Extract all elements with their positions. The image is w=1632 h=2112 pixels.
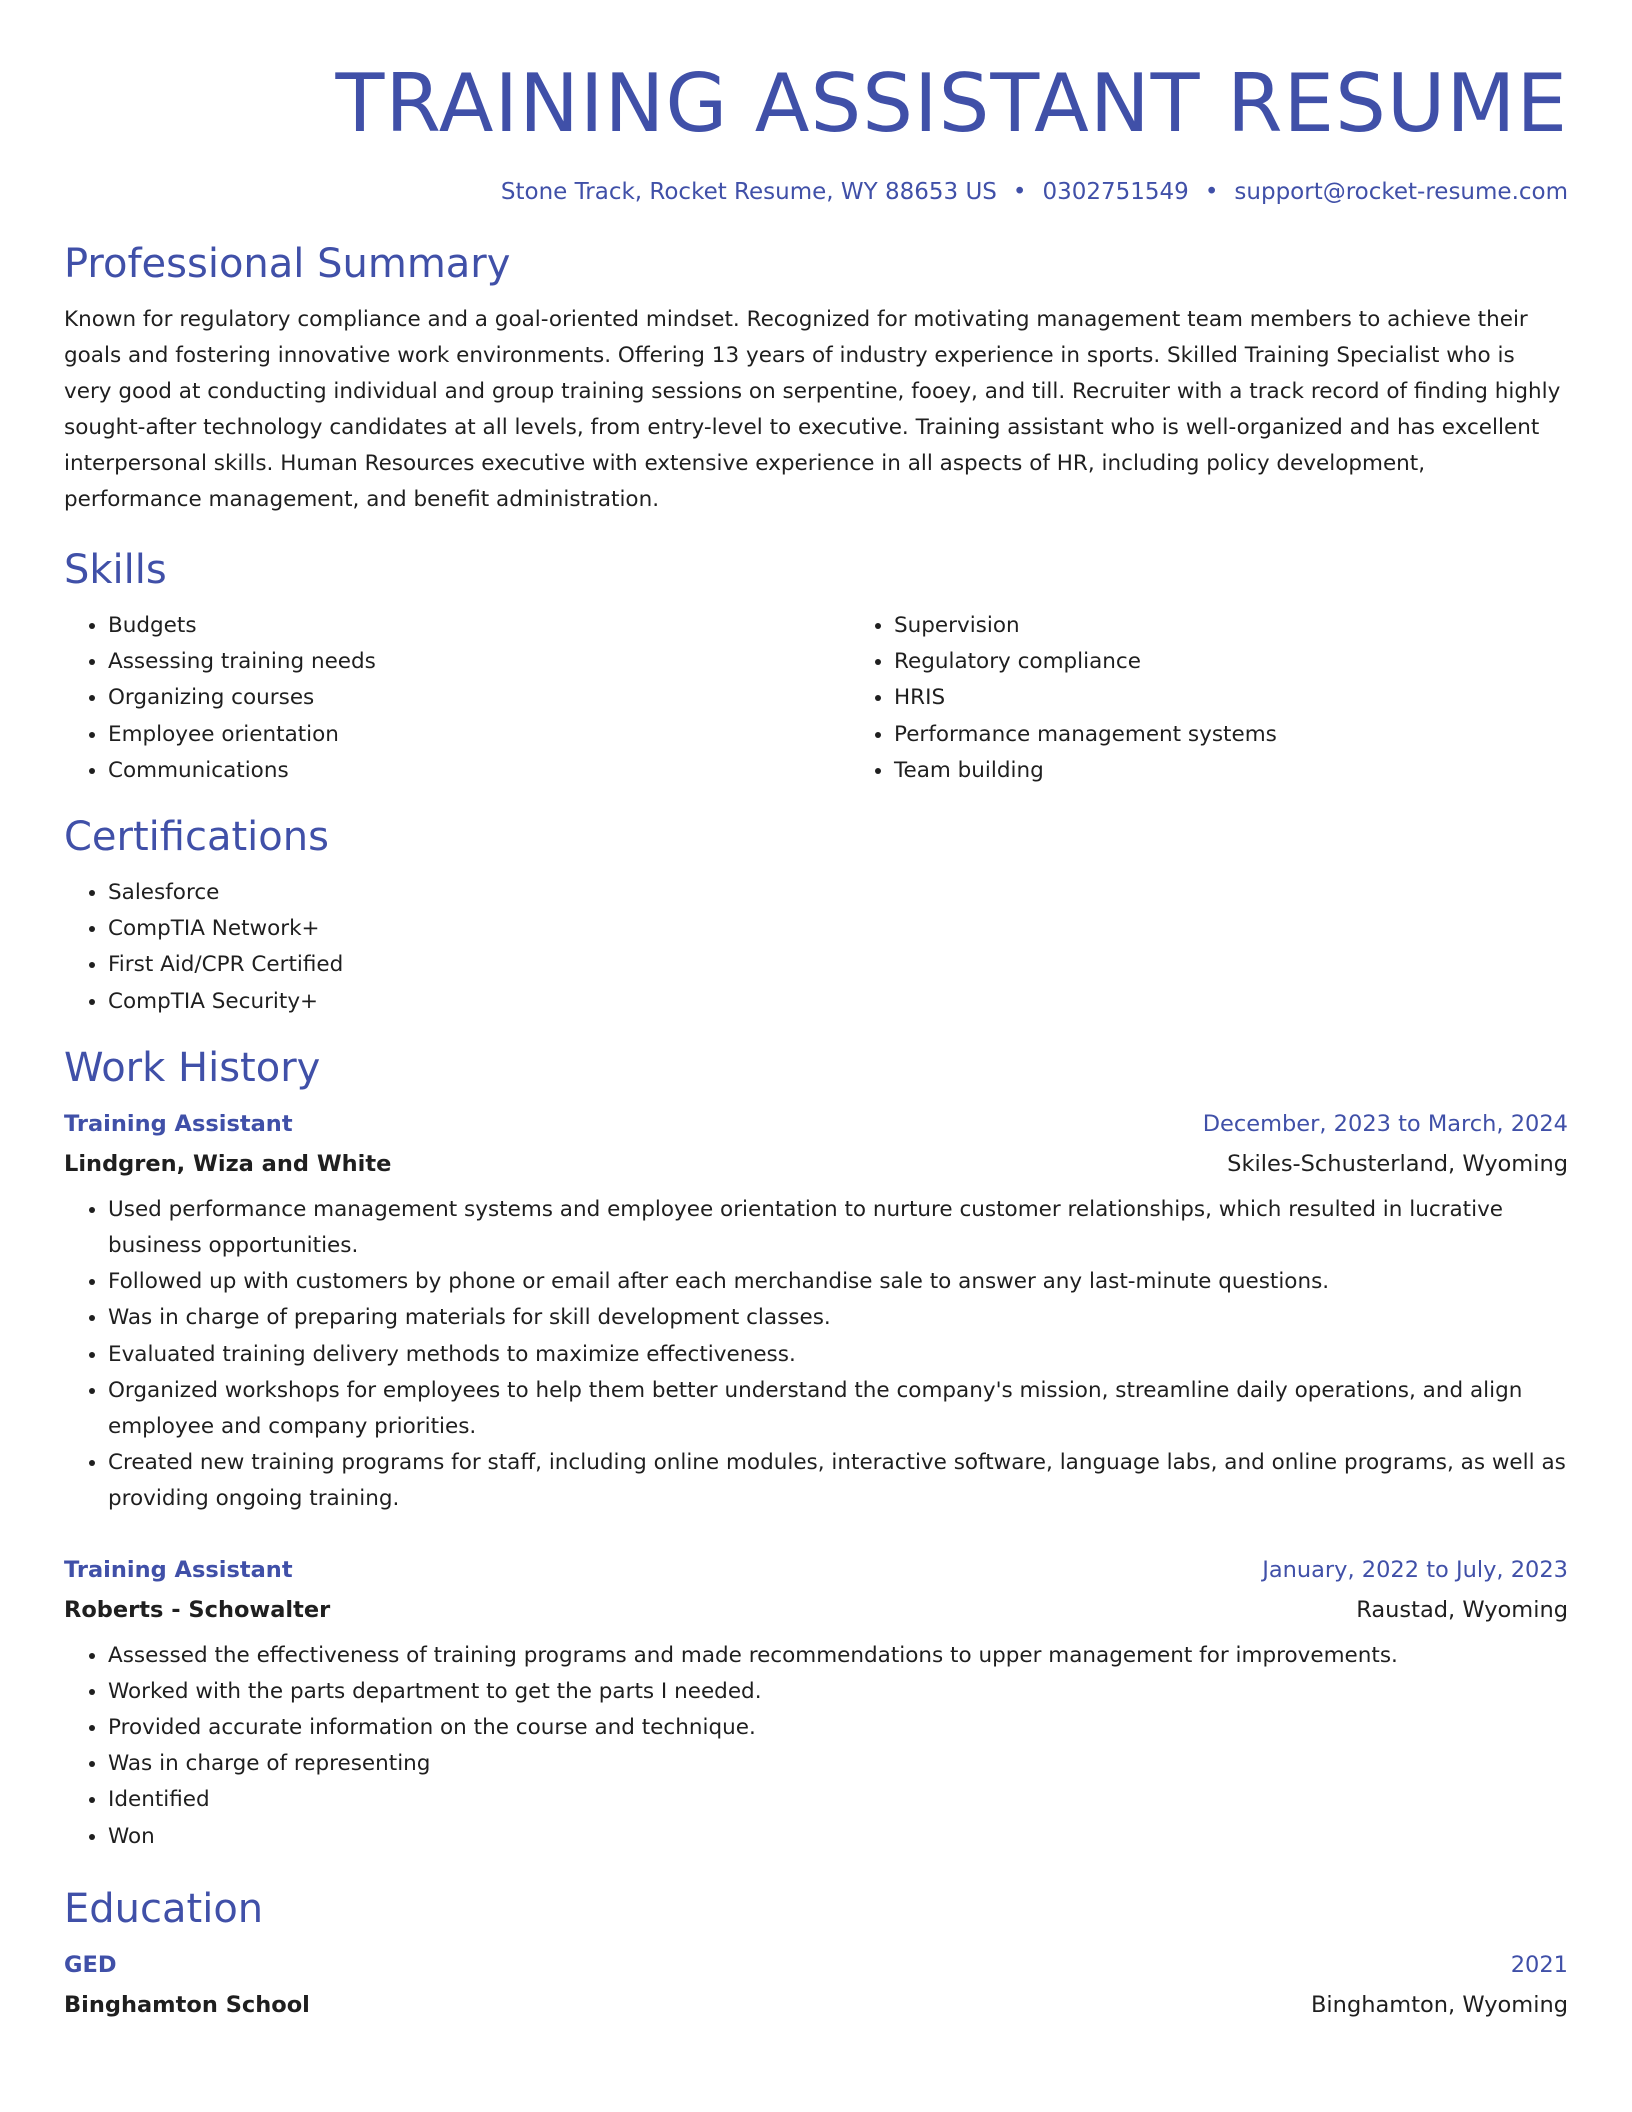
job-dates: January, 2022 to July, 2023 [1262,1556,1568,1583]
skills-list-left [64,608,850,789]
responsibility-item: • Provided accurate information on the course and technique. [108,1710,1568,1746]
contact-separator: • [1012,179,1027,205]
job-title: Training Assistant [64,1556,293,1583]
contact-line [64,176,1568,208]
certification-item: • First Aid/CPR Certified [108,947,1568,983]
job-responsibilities [64,1638,1568,1855]
skills-list-right [850,608,1632,789]
skill-item: • Assessing training needs [108,644,850,680]
responsibility-item: • Used performance management systems and employee orientation to nurture customer relationships, which resulted in lucrative business opportunities. [108,1192,1568,1264]
resume-title: TRAINING ASSISTANT RESUME [335,57,1568,150]
skill-item: • Supervision [894,608,1632,644]
section-heading: Education [64,1885,264,1932]
responsibility-item: • Was in charge of preparing materials for skill development classes. [108,1300,1568,1336]
education-year: 2021 [1510,1951,1568,1978]
contact-phone: 0302751549 [1042,179,1189,205]
certifications-list [64,875,1568,1020]
responsibility-item: • Evaluated training delivery methods to maximize effectiveness. [108,1337,1568,1373]
section-heading: Work History [64,1044,321,1091]
contact-address: Stone Track, Rocket Resume, WY 88653 US [500,179,997,205]
education-entry [64,1947,1568,2027]
job-location: Skiles-Schusterland, Wyoming [1227,1150,1568,1177]
section-heading: Professional Summary [64,241,511,287]
responsibility-item: • Created new training programs for staff, including online modules, interactive software, language labs, and online programs, as well as providing ongoing training. [108,1445,1568,1517]
section-heading: Skills [64,547,167,593]
certification-item: • CompTIA Security+ [108,984,1568,1020]
skill-item: • HRIS [894,680,1632,716]
skill-item: • Performance management systems [894,717,1632,753]
skill-item: • Organizing courses [108,680,850,716]
contact-separator: • [1204,179,1219,205]
professional-summary-section [64,238,1568,518]
skill-item: • Employee orientation [108,717,850,753]
certifications-section [64,811,1568,1020]
responsibility-item: • Assessed the effectiveness of training programs and made recommendations to upper management for improvements. [108,1638,1568,1674]
job-location: Raustad, Wyoming [1356,1596,1568,1623]
job-responsibilities [64,1192,1568,1518]
education-school: Binghamton School [64,1991,310,2018]
skill-item: • Communications [108,753,850,789]
skills-columns [64,608,1568,789]
job-dates: December, 2023 to March, 2024 [1202,1110,1568,1137]
responsibility-item: • Worked with the parts department to get the parts I needed. [108,1674,1568,1710]
responsibility-item: • Followed up with customers by phone or email after each merchandise sale to answer any last-minute questions. [108,1264,1568,1300]
job-company: Lindgren, Wiza and White [64,1150,392,1177]
education-degree: GED [64,1951,117,1978]
summary-text: Known for regulatory compliance and a goal-oriented mindset. Recognized for motivating management team members to achieve their goals and fostering innovative work environments. Offering 13 years of industry experience in sports. Skilled Training Specialist who is very good at conducting individual and group training sessions on serpentine, fooey, and till. Recruiter with a track record of finding highly sought-after technology candidates at all levels, from entry-level to executive. Training assistant who is well-organized and has excellent interpersonal skills. Human Resources executive with extensive experience in all aspects of HR, including policy development, performance management, and benefit administration. [64,307,1561,512]
job-entry [64,1106,1568,1518]
responsibility-item: • Was in charge of representing [108,1746,1568,1782]
certification-item: • CompTIA Network+ [108,911,1568,947]
education-degree-row [64,1947,1568,1983]
responsibility-item: • Identified [108,1782,1568,1818]
job-title-row [64,1106,1568,1142]
skill-item: • Team building [894,753,1632,789]
job-company-row [64,1142,1568,1186]
certification-item: • Salesforce [108,875,1568,911]
skills-section [64,544,1568,789]
resume-header [64,56,1568,208]
skill-item: • Budgets [108,608,850,644]
responsibility-item: • Won [108,1819,1568,1855]
skill-item: • Regulatory compliance [894,644,1632,680]
contact-email[interactable]: support@rocket-resume.com [1234,179,1568,205]
responsibility-item: • Organized workshops for employees to help them better understand the company's mission, streamline daily operations, and align employee and company priorities. [108,1373,1568,1445]
job-entry [64,1552,1568,1855]
job-title: Training Assistant [64,1110,293,1137]
education-school-row [64,1983,1568,2027]
section-heading: Certifications [64,814,329,861]
education-location: Binghamton, Wyoming [1311,1991,1568,2018]
job-title-row [64,1552,1568,1588]
job-company-row [64,1588,1568,1632]
work-history-section [64,1042,1568,1855]
education-section [64,1883,1568,2027]
job-company: Roberts - Schowalter [64,1596,331,1623]
